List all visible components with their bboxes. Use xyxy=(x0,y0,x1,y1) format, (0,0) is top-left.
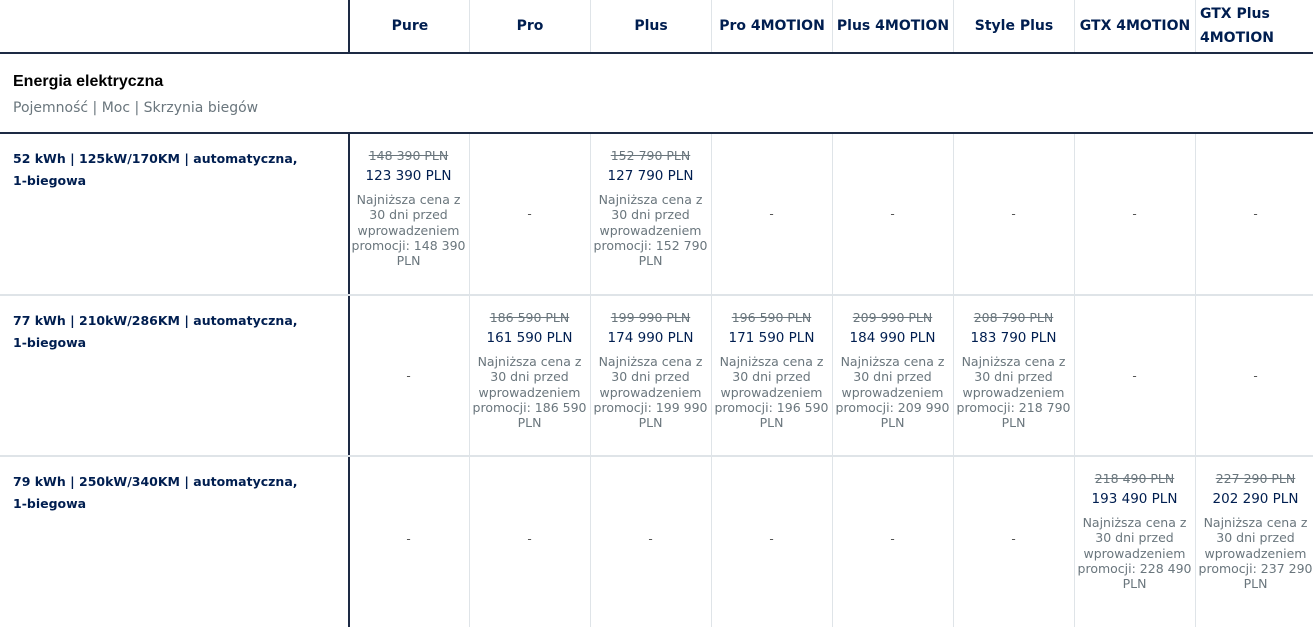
column-header-plus-4motion: Plus 4MOTION xyxy=(832,0,953,52)
price-cell-empty xyxy=(1074,296,1195,455)
current-price: 161 590 PLN xyxy=(486,330,573,346)
engine-row-label: 52 kWh | 125kW/170KM | automatyczna, 1-biegowa xyxy=(13,151,298,188)
price-cell-empty xyxy=(1195,134,1313,294)
lowest-price-note: Najniższa cena z 30 dni przed wprowadzeniem promocji: 237 290 PLN xyxy=(1198,515,1313,592)
unavailable-dash: - xyxy=(527,532,532,546)
unavailable-dash: - xyxy=(406,368,411,383)
old-price: 148 390 PLN xyxy=(368,148,449,163)
current-price: 183 790 PLN xyxy=(970,330,1057,346)
current-price: 171 590 PLN xyxy=(728,330,815,346)
price-cell-empty xyxy=(953,134,1074,294)
lowest-price-note: Najniższa cena z 30 dni przed wprowadzeniem promocji: 209 990 PLN xyxy=(835,354,950,431)
engine-row-77kwh xyxy=(0,296,1313,457)
lowest-price-note: Najniższa cena z 30 dni przed wprowadzeniem promocji: 152 790 PLN xyxy=(593,192,708,269)
unavailable-dash: - xyxy=(527,207,532,221)
old-price: 227 290 PLN xyxy=(1215,471,1296,486)
old-price: 199 990 PLN xyxy=(610,310,691,325)
price-cell xyxy=(348,134,469,294)
current-price: 193 490 PLN xyxy=(1091,491,1178,507)
lowest-price-note: Najniższa cena z 30 dni przed wprowadzeniem promocji: 228 490 PLN xyxy=(1077,515,1192,592)
section-subtitle: Pojemność | Moc | Skrzynia biegów xyxy=(13,100,259,116)
current-price: 184 990 PLN xyxy=(849,330,936,346)
engine-row-79kwh xyxy=(0,457,1313,627)
old-price: 209 990 PLN xyxy=(852,310,933,325)
engine-row-label: 79 kWh | 250kW/340KM | automatyczna, 1-biegowa xyxy=(13,474,298,511)
unavailable-dash: - xyxy=(890,207,895,221)
unavailable-dash: - xyxy=(1253,207,1258,221)
price-cell xyxy=(1074,457,1195,627)
price-cell-empty xyxy=(590,457,711,621)
unavailable-dash: - xyxy=(1132,207,1137,221)
price-cell xyxy=(590,296,711,455)
engine-section-header xyxy=(0,54,1313,134)
price-cell-empty xyxy=(1074,134,1195,294)
old-price: 186 590 PLN xyxy=(489,310,570,325)
price-cell-empty xyxy=(469,457,590,621)
column-header-style-plus: Style Plus xyxy=(953,0,1074,52)
section-title: Energia elektryczna xyxy=(13,73,164,90)
unavailable-dash: - xyxy=(406,532,411,546)
price-cell-empty xyxy=(832,134,953,294)
unavailable-dash: - xyxy=(890,532,895,546)
price-cell-empty xyxy=(832,457,953,621)
price-cell xyxy=(1195,457,1313,627)
current-price: 202 290 PLN xyxy=(1212,491,1299,507)
column-header-pro-4motion: Pro 4MOTION xyxy=(711,0,832,52)
price-cell-empty xyxy=(348,296,469,455)
unavailable-dash: - xyxy=(1011,207,1016,221)
price-cell xyxy=(711,296,832,455)
price-cell-empty xyxy=(953,457,1074,621)
old-price: 196 590 PLN xyxy=(731,310,812,325)
current-price: 127 790 PLN xyxy=(607,168,694,184)
trim-header-row xyxy=(0,0,1313,54)
column-header-pro: Pro xyxy=(469,0,590,52)
price-cell-empty xyxy=(469,134,590,294)
lowest-price-note: Najniższa cena z 30 dni przed wprowadzeniem promocji: 218 790 PLN xyxy=(956,354,1071,431)
price-cell-empty xyxy=(348,457,469,621)
unavailable-dash: - xyxy=(1253,368,1258,383)
column-header-pure: Pure xyxy=(348,0,470,52)
lowest-price-note: Najniższa cena z 30 dni przed wprowadzeniem promocji: 186 590 PLN xyxy=(472,354,587,431)
old-price: 208 790 PLN xyxy=(973,310,1054,325)
old-price: 152 790 PLN xyxy=(610,148,691,163)
price-cell xyxy=(832,296,953,455)
unavailable-dash: - xyxy=(1011,532,1016,546)
price-cell-empty xyxy=(711,134,832,294)
engine-row-52kwh xyxy=(0,134,1313,296)
unavailable-dash: - xyxy=(769,207,774,221)
unavailable-dash: - xyxy=(648,532,653,546)
current-price: 174 990 PLN xyxy=(607,330,694,346)
column-header-gtx-plus-4motion: GTX Plus 4MOTION xyxy=(1195,0,1313,52)
unavailable-dash: - xyxy=(769,532,774,546)
price-cell xyxy=(590,134,711,294)
lowest-price-note: Najniższa cena z 30 dni przed wprowadzeniem promocji: 148 390 PLN xyxy=(351,192,466,269)
engine-row-label: 77 kWh | 210kW/286KM | automatyczna, 1-biegowa xyxy=(13,313,298,350)
price-cell xyxy=(469,296,590,455)
unavailable-dash: - xyxy=(1132,368,1137,383)
lowest-price-note: Najniższa cena z 30 dni przed wprowadzeniem promocji: 196 590 PLN xyxy=(714,354,829,431)
price-cell-empty xyxy=(1195,296,1313,455)
current-price: 123 390 PLN xyxy=(365,168,452,184)
price-cell xyxy=(953,296,1074,455)
column-header-gtx-4motion: GTX 4MOTION xyxy=(1074,0,1195,52)
old-price: 218 490 PLN xyxy=(1094,471,1175,486)
column-header-plus: Plus xyxy=(590,0,711,52)
price-cell-empty xyxy=(711,457,832,621)
lowest-price-note: Najniższa cena z 30 dni przed wprowadzeniem promocji: 199 990 PLN xyxy=(593,354,708,431)
